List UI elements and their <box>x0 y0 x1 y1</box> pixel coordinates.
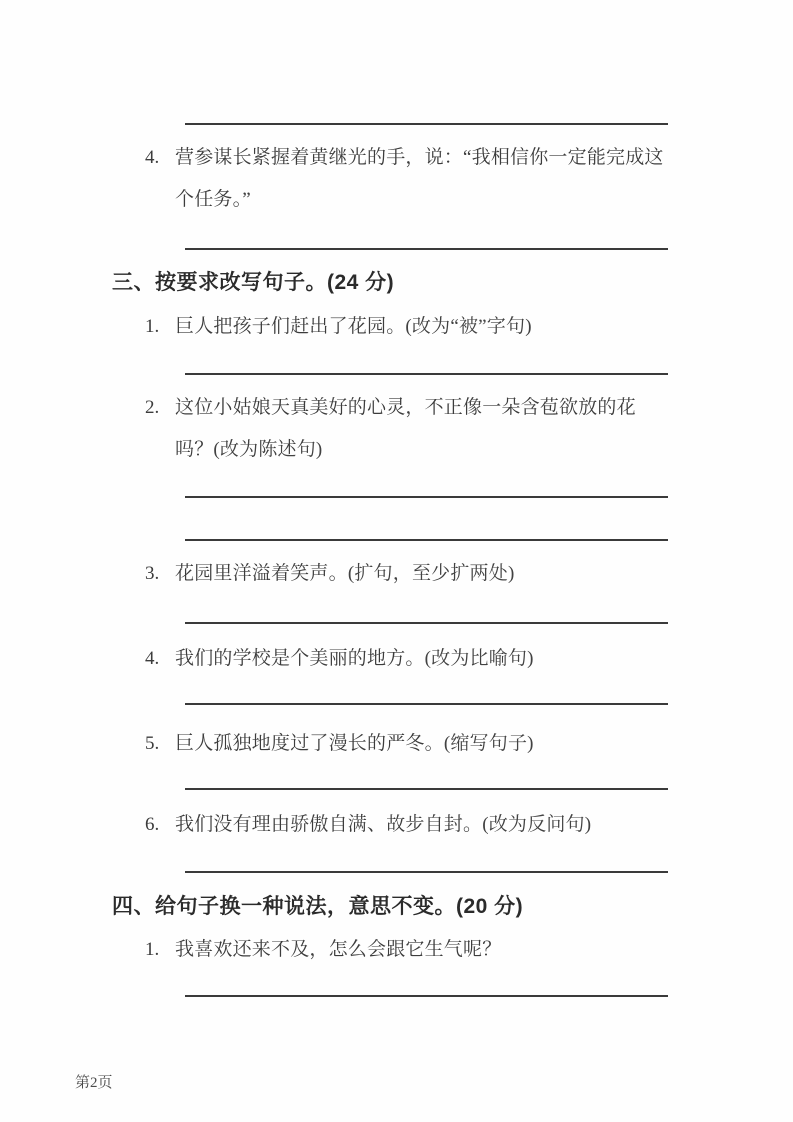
answer-blank-line <box>185 871 668 873</box>
question-text: 我喜欢还来不及，怎么会跟它生气呢？ <box>175 939 502 960</box>
section-title: 三、按要求改写句子。(24 分) <box>112 271 395 294</box>
answer-blank-line <box>185 123 668 125</box>
question-text-wrap <box>175 929 670 971</box>
question-item <box>112 137 670 221</box>
question-text-wrap <box>175 553 670 595</box>
question-number: 1. <box>145 939 160 960</box>
question-item <box>112 553 670 595</box>
question-note: (改为反问句) <box>482 814 592 835</box>
question-note: (改为陈述句) <box>213 439 323 460</box>
question-text: 我们没有理由骄傲自满、故步自封。 <box>175 814 483 835</box>
question-number: 5. <box>145 733 160 754</box>
question-item <box>112 804 670 846</box>
question-text-wrap <box>175 804 670 846</box>
question-number: 4. <box>145 147 160 168</box>
question-text-wrap <box>175 137 670 221</box>
answer-blank-line <box>185 539 668 541</box>
question-item <box>112 387 670 471</box>
answer-blank-line <box>185 622 668 624</box>
question-number: 6. <box>145 814 160 835</box>
answer-blank-line <box>185 373 668 375</box>
question-number: 1. <box>145 316 160 337</box>
question-item <box>112 723 670 765</box>
question-item <box>112 929 670 971</box>
answer-blank-line <box>185 496 668 498</box>
question-text-wrap <box>175 723 670 765</box>
question-number: 4. <box>145 648 160 669</box>
answer-blank-line <box>185 248 668 250</box>
question-text: 花园里洋溢着笑声。 <box>175 563 348 584</box>
answer-blank-line <box>185 995 668 997</box>
question-text-wrap <box>175 306 670 348</box>
page-content <box>112 0 670 997</box>
answer-blank-line <box>185 788 668 790</box>
question-note: (缩写句子) <box>443 733 534 754</box>
question-number: 2. <box>145 397 160 418</box>
question-note: (改为“被”字句) <box>405 316 532 337</box>
section-title: 四、给句子换一种说法，意思不变。(20 分) <box>112 895 524 918</box>
question-text: 巨人把孩子们赶出了花园。 <box>175 316 406 337</box>
question-item <box>112 638 670 680</box>
question-text: 我们的学校是个美丽的地方。 <box>175 648 425 669</box>
question-text: 巨人孤独地度过了漫长的严冬。 <box>175 733 444 754</box>
question-text-wrap <box>175 638 670 680</box>
page-number: 第2页 <box>75 1075 113 1091</box>
question-text: 营参谋长紧握着黄继光的手，说：“我相信你一定能完成这个任务。” <box>175 147 664 210</box>
question-text-wrap <box>175 387 670 471</box>
question-note: (扩句，至少扩两处) <box>347 563 515 584</box>
question-text: 这位小姑娘天真美好的心灵，不正像一朵含苞欲放的花吗？ <box>175 397 636 460</box>
answer-blank-line <box>185 703 668 705</box>
question-item <box>112 306 670 348</box>
question-number: 3. <box>145 563 160 584</box>
question-note: (改为比喻句) <box>424 648 534 669</box>
